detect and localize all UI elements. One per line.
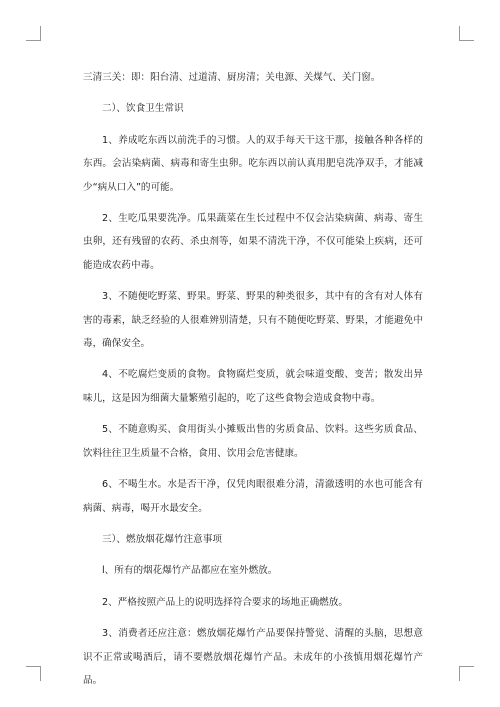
- section-heading-food-hygiene: 二）、饮食卫生常识: [102, 103, 184, 115]
- paragraph-spoiled-food: 4、不吃腐烂变质的食物。食物腐烂变质，就会味道变酸、变苦；散发出异味儿，这是因为细菌大量繁殖引起的，吃了这些食物会造成食物中毒。: [83, 369, 423, 404]
- paragraph-wild-plants: 3、不随便吃野菜、野果。野菜、野果的种类很多，其中有的含有对人体有害的毒素，缺乏经验的人很难辨别清楚，只有不随便吃野菜、野果，才能避免中毒，确保安全。: [83, 291, 423, 350]
- paragraph-fireworks-instructions: 2、严格按照产品上的说明选择符合要求的场地正确燃放。: [102, 596, 348, 608]
- paragraph-fireworks-outdoor: l、所有的烟花爆竹产品都应在室外燃放。: [102, 565, 278, 577]
- crop-mark-top-right: [459, 26, 474, 41]
- crop-mark-top-left: [26, 26, 41, 41]
- paragraph-fireworks-caution: 3、消费者还应注意：燃放烟花爆竹产品要保持警觉、清醒的头脑，思想意识不正常或喝酒后，请不要燃放烟花爆竹产品。未成年的小孩慎用烟花爆竹产品。: [83, 628, 423, 686]
- intro-line: 三清三关：即：阳台清、过道清、厨房清；关电源、关煤气、关门窗。: [83, 72, 381, 83]
- crop-mark-bottom-right: [459, 666, 474, 681]
- paragraph-wash-fruit: 2、生吃瓜果要洗净。瓜果蔬菜在生长过程中不仅会沾染病菌、病毒、寄生虫卵，还有残留的农药、杀虫剂等，如果不清洗干净，不仅可能染上疾病，还可能造成农药中毒。: [83, 213, 423, 271]
- paragraph-hand-washing: 1、养成吃东西以前洗手的习惯。人的双手每天干这干那，接触各种各样的东西。会沾染病菌、病毒和寄生虫卵。吃东西以前认真用肥皂洗净双手，才能减少“病从口入”的可能。: [83, 134, 423, 193]
- paragraph-raw-water: 6、不喝生水。水是否干净，仅凭肉眼很难分清，清澈透明的水也可能含有病菌、病毒，喝开水最安全。: [83, 479, 423, 514]
- document-body: [83, 66, 423, 700]
- section-heading-fireworks: 三）、燃放烟花爆竹注意事项: [102, 533, 222, 545]
- paragraph-street-food: 5、不随意购买、食用街头小摊贩出售的劣质食品、饮料。这些劣质食品、饮料往往卫生质量不合格，食用、饮用会危害健康。: [83, 424, 423, 459]
- crop-mark-bottom-left: [26, 666, 41, 681]
